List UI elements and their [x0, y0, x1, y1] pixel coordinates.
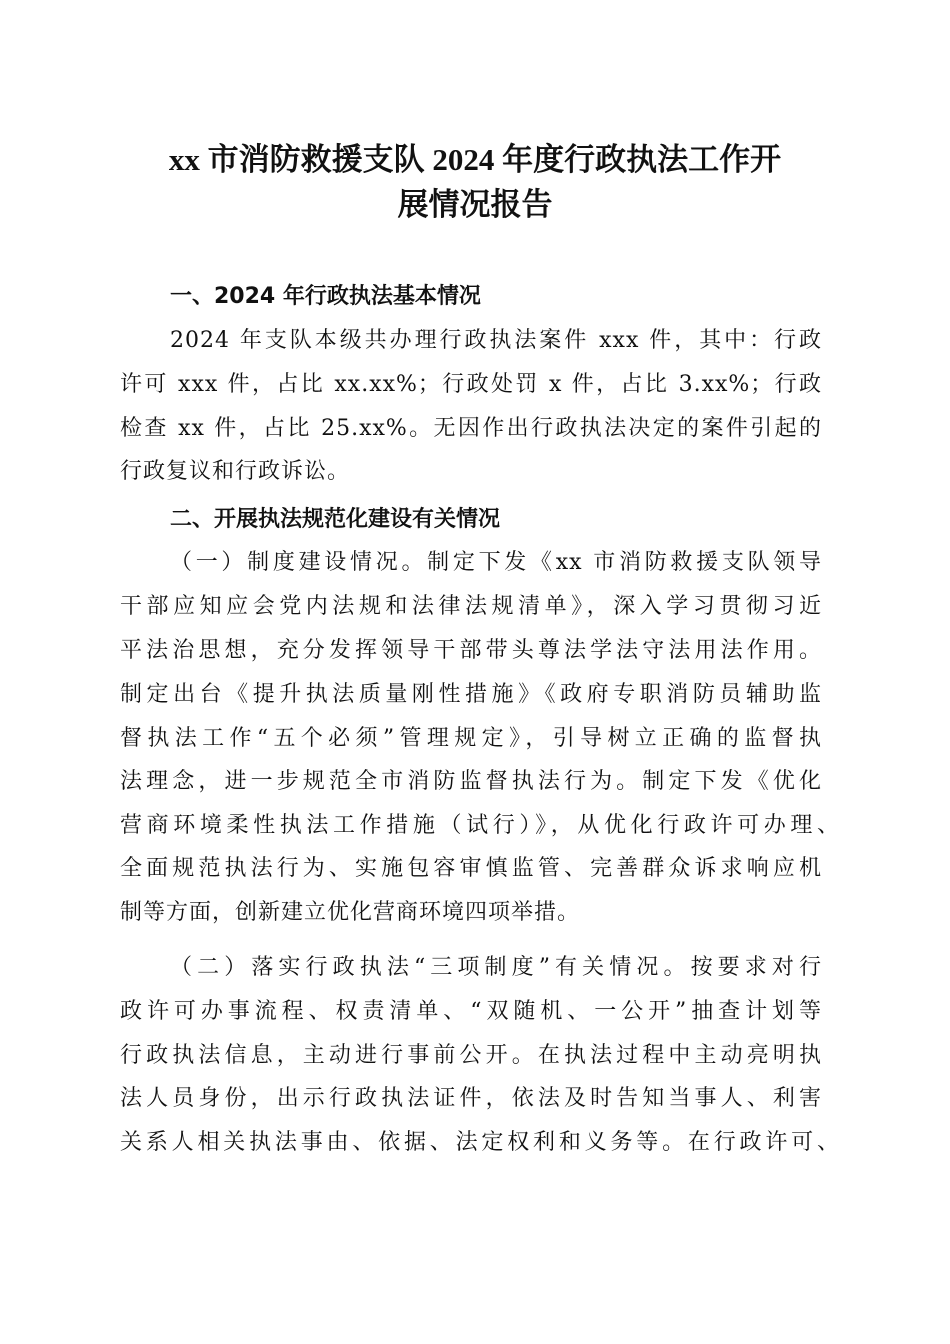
document-title-line-2: 展情况报告: [397, 187, 553, 222]
paragraph-line: （二）落实行政执法“三项制度”有关情况。按要求对行: [170, 955, 822, 980]
paragraph-line: 政许可办事流程、权责清单、“双随机、一公开”抽查计划等: [120, 999, 822, 1024]
paragraph-line: 制定出台《提升执法质量刚性措施》《政府专职消防员辅助监: [120, 682, 822, 707]
section-2-heading: 二、开展执法规范化建设有关情况: [170, 507, 501, 532]
paragraph-line: 全面规范执法行为、实施包容审慎监管、完善群众诉求响应机: [120, 856, 822, 881]
paragraph-line: 行政执法信息，主动进行事前公开。在执法过程中主动亮明执: [120, 1043, 822, 1068]
paragraph-line: 干部应知应会党内法规和法律法规清单》，深入学习贯彻习近: [120, 594, 822, 619]
paragraph-line: （一）制度建设情况。制定下发《xx 市消防救援支队领导: [170, 550, 822, 575]
paragraph-line: 平法治思想，充分发挥领导干部带头尊法学法守法用法作用。: [120, 638, 822, 663]
paragraph-line: 行政复议和行政诉讼。: [120, 459, 351, 484]
paragraph-line: 法人员身份，出示行政执法证件，依法及时告知当事人、利害: [120, 1086, 822, 1111]
paragraph-line: 许可 xxx 件，占比 xx.xx%；行政处罚 x 件，占比 3.xx%；行政: [120, 372, 822, 397]
paragraph-line: 制等方面，创新建立优化营商环境四项举措。: [120, 900, 581, 925]
section-1-heading: 一、2024 年行政执法基本情况: [170, 284, 481, 309]
paragraph-line: 营商环境柔性执法工作措施（试行）》，从优化行政许可办理、: [120, 813, 840, 838]
paragraph-line: 2024 年支队本级共办理行政执法案件 xxx 件，其中：行政: [170, 328, 822, 353]
paragraph-line: 检查 xx 件，占比 25.xx%。无因作出行政执法决定的案件引起的: [120, 416, 822, 441]
document-title-line-1: xx 市消防救援支队 2024 年度行政执法工作开: [168, 142, 782, 177]
paragraph-line: 关系人相关执法事由、依据、法定权利和义务等。在行政许可、: [120, 1130, 840, 1155]
paragraph-line: 督执法工作“五个必须”管理规定》，引导树立正确的监督执: [120, 726, 822, 751]
paragraph-line: 法理念，进一步规范全市消防监督执法行为。制定下发《优化: [120, 769, 822, 794]
